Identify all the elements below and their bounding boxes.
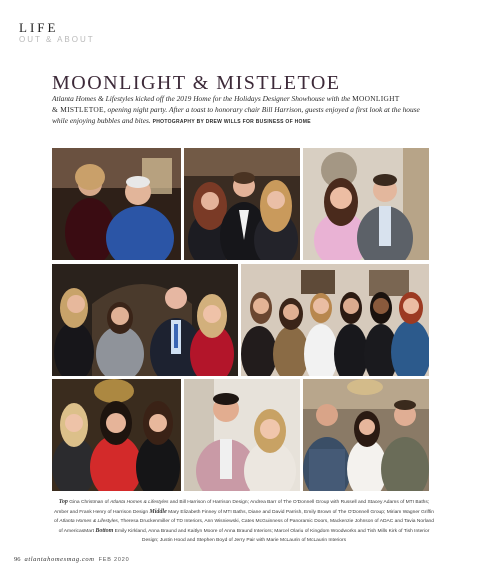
page-number: 96 — [14, 556, 21, 563]
caption-bottom-text: Emily Kirkland, Anna Braund and Kaitlyn Moore of Anna Braund Interiors; Marcel Olariu of Kingdom Woodworks and Tish Mills Kirk of Tish Interior Design; Justin Hood and Stephen Boyd of Jerry Pair with Marie McLaurin of McLaurin Interiors — [113, 528, 430, 543]
photo-bottom-middle — [184, 379, 300, 491]
website-url: atlantahomesmag.com — [24, 556, 95, 563]
intro-text-1: Atlanta Homes & Lifestyles kicked off the 2019 Home for the Holidays Designer Showhouse with the — [52, 94, 353, 103]
section-subtitle: OUT & ABOUT — [19, 35, 95, 44]
photo-bottom-right — [303, 379, 429, 491]
intro-text-2: , opening night party. After a toast to honorary chair Bill Harrison, guests enjoyed a first look at the house while enjoying bubbles and bites. — [52, 105, 420, 125]
section-header — [19, 21, 95, 44]
photo-top-middle — [184, 148, 300, 260]
section-title: LIFE — [19, 20, 59, 35]
caption-top-publication: Atlanta Homes & Lifestyles — [110, 500, 169, 505]
caption-middle-text-1: Mary Elizabeth Finney of MTI Baths, Diane and David Parrish, Emily Brown of The O'Donnell Group; Miriam Wagner Griffin of — [53, 509, 434, 524]
caption-top-text-1: Gina Christman of — [67, 500, 111, 505]
photo-caption — [52, 498, 436, 546]
caption-middle-publication: Atlanta Homes & Lifestyles — [59, 519, 118, 524]
photo-top-left — [52, 148, 181, 260]
photo-bottom-left — [52, 379, 181, 491]
caption-middle-text-2: , Theresa Druckenmiller of TD Interiors, Ann Wisniewski, Cates McGuinness of Panoramic Doors, Mackenzie Johnson of ADAC and Tavia Norland of AmericasMart — [58, 519, 434, 534]
intro-ampersand: & — [52, 105, 61, 114]
photo-middle-right — [241, 264, 429, 376]
article-headline: MOONLIGHT & MISTLETOE — [52, 72, 341, 94]
intro-event-word-1: MOONLIGHT — [352, 94, 400, 103]
photo-middle-left — [52, 264, 238, 376]
caption-label-top: Top — [58, 499, 68, 505]
intro-event-word-2: MISTLETOE — [60, 105, 104, 114]
photo-credit: PHOTOGRAPHY BY DREW WILLS FOR BUSINESS OF HOME — [152, 119, 311, 125]
issue-date: FEB 2020 — [98, 557, 130, 563]
caption-label-middle: Middle — [149, 508, 167, 515]
caption-label-bottom: Bottom — [95, 527, 114, 534]
page-footer — [14, 556, 129, 563]
caption-top-text-2: and Bill Harrison of Harrison Design; Andrea Barr of The O'Donnell Group with Russell and Stacey Adams of MTI Baths; Amber and Frank Henry of Harrison Design — [54, 500, 430, 515]
photo-top-right — [303, 148, 429, 260]
article-intro — [52, 93, 428, 128]
